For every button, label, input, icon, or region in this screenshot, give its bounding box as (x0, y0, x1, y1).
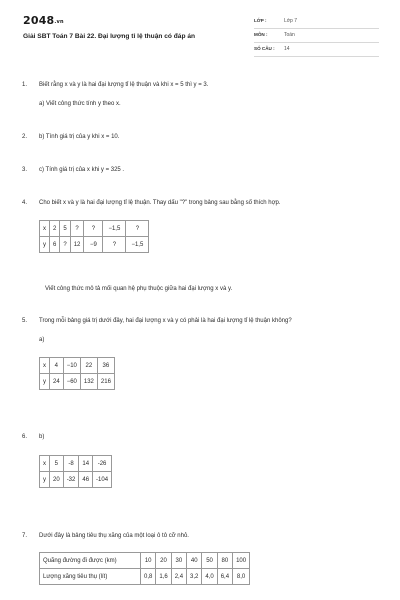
meta-count-label: SỐ CÂU : (254, 46, 275, 51)
question-1 (22, 82, 208, 88)
table-cell: 14 (79, 456, 93, 472)
question-text: Trong mỗi bảng giá trị dưới đây, hai đại lượng x và y có phải là hai đại lượng tỉ lệ thuận không? (39, 318, 292, 324)
table-cell: ? (70, 221, 84, 237)
table-cell: 36 (97, 358, 114, 374)
meta-class (254, 16, 379, 29)
table-row (40, 456, 112, 472)
question-number: 3. (22, 167, 28, 173)
question-text: c) Tính giá trị của x khi y = 325 . (39, 167, 125, 173)
document-title: Giải SBT Toán 7 Bài 22. Đại lượng tỉ lệ thuận có đáp án (23, 33, 196, 40)
table-cell: −1,5 (126, 237, 149, 253)
meta-subject-value: Toán (284, 32, 295, 38)
table-row (40, 569, 250, 585)
table-cell: 2 (50, 221, 60, 237)
table-cell: -26 (93, 456, 112, 472)
document-header (0, 0, 400, 62)
question-number: 7. (22, 533, 28, 539)
table-cell: −1,5 (103, 221, 126, 237)
table-cell: 30 (171, 553, 186, 569)
meta-class-value: Lớp 7 (284, 18, 298, 24)
meta-subject (254, 30, 379, 43)
table-cell: 0,8 (141, 569, 156, 585)
table-cell: 5 (60, 221, 70, 237)
question-5-sub: a) (39, 337, 45, 343)
question-text: b) (39, 434, 45, 440)
table-cell: 20 (156, 553, 171, 569)
table-row (40, 358, 115, 374)
table-cell: -8 (63, 456, 79, 472)
table-cell: 5 (50, 456, 64, 472)
table-cell: 132 (80, 374, 97, 390)
table-cell: ? (103, 237, 126, 253)
table-cell: -32 (63, 472, 79, 488)
site-logo[interactable]: 2048.vn (23, 14, 64, 27)
table-cell: 4 (50, 358, 64, 374)
table-cell: 20 (50, 472, 64, 488)
table-cell: x (40, 456, 50, 472)
table-cell: y (40, 374, 50, 390)
table-cell: 24 (50, 374, 64, 390)
table-cell: 216 (97, 374, 114, 390)
question-6 (22, 434, 44, 440)
table-row (40, 553, 250, 569)
question-1-sub: a) Viết công thức tính y theo x. (39, 101, 121, 107)
question-text: b) Tính giá trị của y khi x = 10. (39, 134, 120, 140)
table-cell: y (40, 237, 50, 253)
table-cell: 1,6 (156, 569, 171, 585)
question-2 (22, 134, 119, 140)
question-5 (22, 318, 292, 324)
table-cell: 6,4 (217, 569, 232, 585)
table-cell: 40 (187, 553, 202, 569)
table-cell: 22 (80, 358, 97, 374)
question-4-note: Viết công thức mô tả mối quan hệ phụ thuộc giữa hai đại lượng x và y. (45, 286, 233, 292)
table-cell: −10 (63, 358, 80, 374)
table-cell: -104 (93, 472, 112, 488)
question-4 (22, 200, 281, 206)
table-cell: ? (60, 237, 70, 253)
table-row (40, 237, 149, 253)
meta-count-value: 14 (284, 46, 290, 52)
meta-count (254, 44, 379, 57)
question-5-table (39, 357, 115, 390)
table-cell: 6 (50, 237, 60, 253)
question-text: Biết rằng x và y là hai đại lượng tỉ lệ thuận và khi x = 5 thì y = 3. (39, 82, 209, 88)
question-number: 4. (22, 200, 28, 206)
table-cell: 3,2 (187, 569, 202, 585)
table-cell: 100 (233, 553, 250, 569)
table-cell: −60 (63, 374, 80, 390)
table-cell: 80 (217, 553, 232, 569)
question-text: Dưới đây là bảng tiêu thụ xăng của một loại ô tô cỡ nhỏ. (39, 533, 189, 539)
question-7 (22, 533, 189, 539)
question-number: 5. (22, 318, 28, 324)
question-text: Cho biết x và y là hai đại lượng tỉ lệ thuận. Thay dấu "?" trong bảng sau bằng số thích hợp. (39, 200, 281, 206)
meta-subject-label: MÔN : (254, 32, 268, 37)
table-cell: 10 (141, 553, 156, 569)
table-row (40, 374, 115, 390)
table-cell: y (40, 472, 50, 488)
question-number: 6. (22, 434, 28, 440)
table-row (40, 221, 149, 237)
question-3 (22, 167, 124, 173)
question-4-table (39, 220, 149, 253)
table-cell: −9 (84, 237, 103, 253)
table-cell: 50 (202, 553, 217, 569)
table-cell: x (40, 358, 50, 374)
table-cell: Lượng xăng tiêu thụ (lít) (40, 569, 141, 585)
table-cell: x (40, 221, 50, 237)
question-number: 1. (22, 82, 28, 88)
table-cell: Quãng đường đi được (km) (40, 553, 141, 569)
meta-class-label: LỚP : (254, 18, 267, 23)
table-cell: 12 (70, 237, 84, 253)
table-cell: 4,0 (202, 569, 217, 585)
table-cell: 2,4 (171, 569, 186, 585)
table-row (40, 472, 112, 488)
question-7-table (39, 552, 250, 585)
question-6-table (39, 455, 112, 488)
table-cell: 46 (79, 472, 93, 488)
table-cell: ? (126, 221, 149, 237)
table-cell: 8,0 (233, 569, 250, 585)
question-number: 2. (22, 134, 28, 140)
table-cell: ? (84, 221, 103, 237)
